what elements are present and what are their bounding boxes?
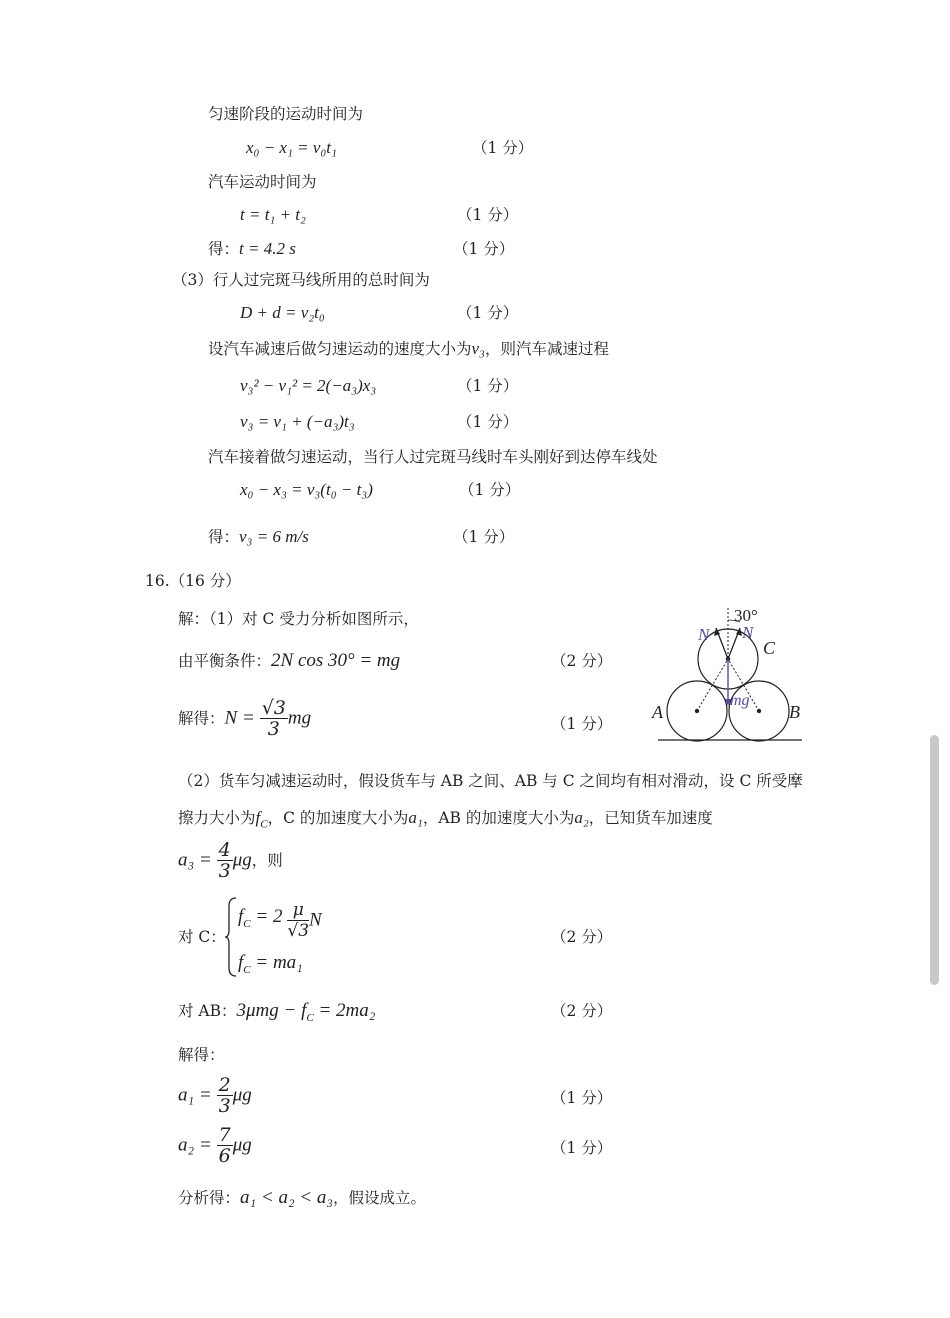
score-label: （1 分） [457, 206, 519, 224]
label: 得： [208, 240, 240, 258]
text-line [208, 339, 609, 359]
variable: v₃ [471, 339, 485, 358]
equation-rhs: mg [287, 707, 312, 729]
equation-lhs: a₁ = [178, 1084, 212, 1106]
fraction [287, 900, 309, 941]
scrollbar-thumb[interactable] [930, 735, 939, 985]
text-line [178, 1001, 375, 1028]
denominator: 3 [218, 1095, 231, 1117]
score-label: （1 分） [551, 1139, 613, 1157]
denominator: √3 [287, 921, 310, 941]
equation-rhs: μg [232, 1134, 252, 1156]
n-right-label: N [742, 623, 754, 642]
question-number: 16.（16 分） [145, 572, 241, 590]
text-line: 解：（1）对 C 受力分析如图所示， [178, 610, 419, 628]
equation-rhs: μg [232, 849, 252, 871]
equation-lhs: N = [224, 707, 255, 729]
variable: a₂ [574, 808, 589, 827]
equation: v₃ = v₁ + (−a₃)t₃ [240, 412, 355, 431]
label: 擦力大小为 [178, 809, 256, 827]
text-line: 汽车接着做匀速运动，当行人过完斑马线时车头刚好到达停车线处 [208, 448, 658, 466]
text-line [178, 698, 311, 754]
text-line [178, 840, 283, 890]
subscript: C [260, 818, 268, 831]
equation-lhs: 3μmg − f [236, 1000, 307, 1021]
variable: f [238, 906, 244, 928]
equation [236, 1000, 376, 1024]
score-label: （1 分） [459, 481, 521, 499]
angle-label: 30° [734, 606, 758, 625]
denominator: 3 [267, 718, 280, 740]
equation: t = t₁ + t₂ [240, 205, 306, 224]
subscript: C [243, 963, 251, 976]
equation [238, 900, 322, 950]
label: 得： [208, 528, 240, 546]
mg-label: mg [730, 692, 750, 709]
score-label: （1 分） [453, 240, 515, 258]
equation: t = 4.2 s [239, 239, 296, 258]
equation: a₁ < a₂ < a₃ [240, 1187, 333, 1208]
label: ，则汽车减速过程 [484, 340, 609, 358]
equation-rhs: μg [232, 1084, 252, 1106]
label: ，已知货车加速度 [588, 809, 713, 827]
variable: f [255, 808, 261, 827]
equation-rhs: = 2ma₂ [313, 1000, 376, 1021]
equation: x₀ − x₃ = v₃(t₀ − t₃) [240, 480, 373, 499]
fraction [260, 698, 288, 739]
subscript: C [306, 1011, 314, 1024]
label: ，假设成立。 [332, 1189, 426, 1207]
label-a: A [652, 702, 663, 722]
force-diagram [650, 600, 810, 750]
equation [178, 1125, 252, 1175]
label: 由平衡条件： [178, 652, 272, 670]
equation: x₀ − x₁ = v₀t₁ [246, 138, 337, 157]
label: 对 AB： [178, 1002, 237, 1020]
score-label: （1 分） [472, 139, 534, 157]
equation: D + d = v₂t₀ [240, 303, 325, 322]
equation: 2N cos 30° = mg [271, 650, 401, 671]
numerator: 2 [218, 1074, 231, 1096]
equation: v₃² − v₁² = 2(−a₃)x₃ [240, 376, 377, 395]
equation-lhs: a₃ = [178, 849, 212, 871]
score-label: （2 分） [551, 1002, 613, 1020]
label-c: C [763, 638, 776, 658]
text-line [178, 1188, 426, 1208]
text-line: 匀速阶段的运动时间为 [208, 105, 364, 123]
score-label: （2 分） [551, 652, 613, 670]
score-label: （1 分） [551, 1089, 613, 1107]
label: 设汽车减速后做匀速运动的速度大小为 [208, 340, 472, 358]
numerator: μ [287, 900, 309, 921]
text-line [178, 808, 713, 834]
text-line: （3）行人过完斑马线所用的总时间为 [172, 271, 430, 289]
label: ，C 的加速度大小为 [267, 809, 409, 827]
equation [178, 1075, 252, 1125]
subscript: C [243, 917, 251, 930]
friction-fc [255, 808, 268, 831]
score-label: （1 分） [453, 528, 515, 546]
fraction [217, 1125, 233, 1166]
denominator: 6 [218, 1145, 231, 1167]
text-line [208, 239, 296, 259]
numerator: 7 [218, 1124, 231, 1146]
numerator: 4 [218, 839, 231, 861]
denominator: 3 [218, 860, 231, 882]
text-line: 汽车运动时间为 [208, 173, 317, 191]
score-label: （1 分） [457, 377, 519, 395]
n-left-label: N [698, 625, 710, 644]
fraction [217, 1075, 233, 1116]
label: ，AB 的加速度大小为 [422, 809, 575, 827]
label: 解得： [178, 709, 225, 728]
text-line: （2）货车匀减速运动时，假设货车与 AB 之间、AB 与 C 之间均有相对滑动，设 C 所受摩 [178, 772, 803, 790]
text-line [208, 527, 309, 547]
score-label: （1 分） [457, 304, 519, 322]
variable: f [238, 952, 244, 973]
equation: v₃ = 6 m/s [239, 527, 309, 546]
equation-rhs: N [309, 909, 322, 931]
brace [224, 896, 238, 978]
numerator: √3 [261, 697, 286, 719]
score-label: （1 分） [551, 715, 613, 733]
text-line: 解得： [178, 1046, 225, 1064]
variable: a₁ [408, 808, 423, 827]
brace-path [225, 898, 236, 976]
equation [238, 953, 303, 980]
fraction [217, 840, 233, 881]
text-line [178, 651, 400, 671]
equation-lhs: a₂ = [178, 1134, 212, 1156]
label: 分析得： [178, 1189, 241, 1207]
label-b: B [789, 702, 800, 722]
text-line: 对 C： [178, 928, 226, 946]
equation-mid: = 2 [250, 906, 283, 928]
equation-rhs: = ma₁ [250, 952, 303, 973]
label: ，则 [251, 851, 283, 870]
score-label: （1 分） [457, 413, 519, 431]
score-label: （2 分） [551, 928, 613, 946]
